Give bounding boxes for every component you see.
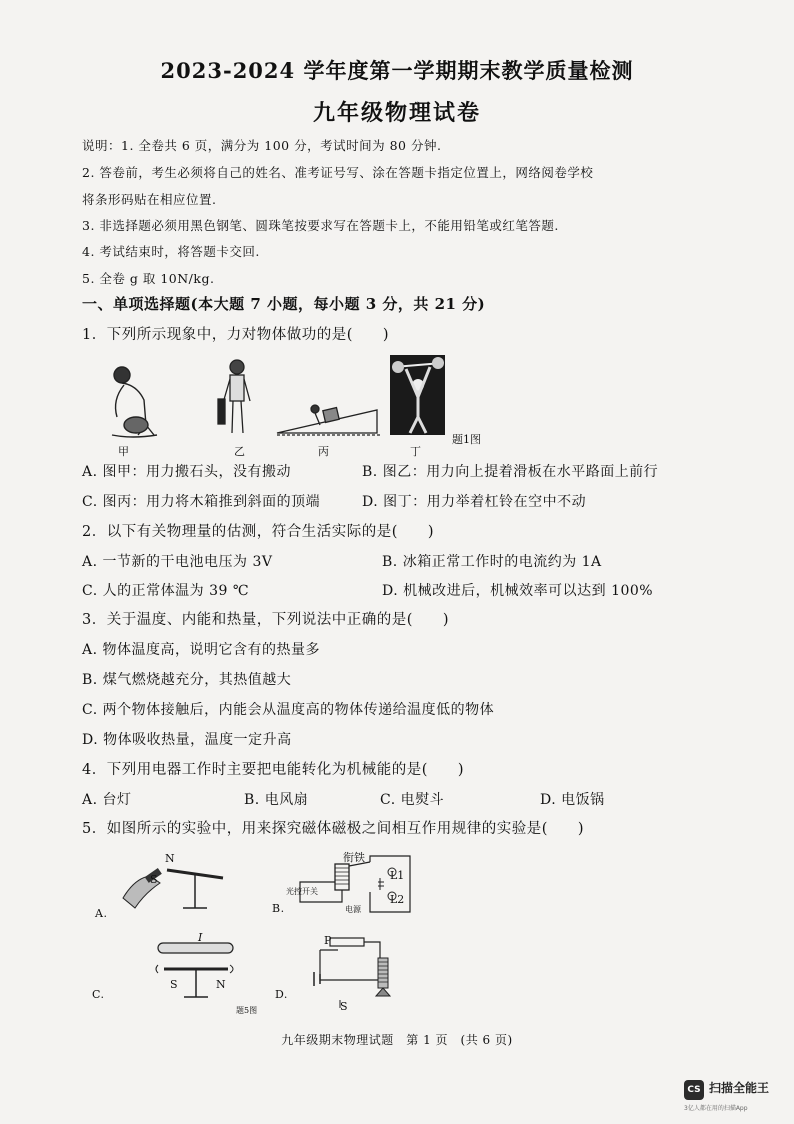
note-line: 4. 考试结束时，将答题卡交回. [82,244,260,259]
question-3-option-a: A. 物体温度高，说明它含有的热量多 [82,642,321,658]
figure-person-lifting-stone [112,367,157,437]
camscanner-tagline: 3亿人都在用的扫描App [684,1105,748,1112]
note-line: 将条形码贴在相应位置. [82,192,217,207]
figure-5c-oersted-experiment [150,935,240,1005]
note-line: 3. 非选择题必须用黑色钢笔、圆珠笔按要求写在答题卡上，不能用铅笔或红笔答题. [82,218,559,233]
label-l2: L2 [390,893,405,906]
question-1-figure [102,355,482,450]
question-2-option-c: C. 人的正常体温为 39 ℃ [82,583,249,599]
question-4-option-d: D. 电饭锅 [540,792,605,808]
figure-5a-magnet-and-needle [115,848,245,918]
question-4-option-a: A. 台灯 [82,792,132,808]
label-s-pole: S [150,873,158,886]
question-5-stem: 5．如图所示的实验中，用来探究磁体磁极之间相互作用规律的实验是( ) [82,821,585,837]
figure-box-on-ramp [277,405,382,435]
question-5-option-c: C. [92,988,105,1001]
question-4-option-c: C. 电熨斗 [380,792,445,808]
camscanner-name: 扫描全能王 [709,1081,770,1095]
question-3-option-c: C. 两个物体接触后，内能会从温度高的物体传递给温度低的物体 [82,702,495,718]
question-3-option-b: B. 煤气燃烧越充分，其热值越大 [82,672,292,688]
label-s-pole-d: S [340,1000,348,1013]
note-line: 说明：1. 全卷共 6 页，满分为 100 分，考试时间为 80 分钟. [82,138,442,153]
figure-label-yi: 乙 [234,445,245,458]
question-5-option-b: B. [272,902,285,915]
figure-5d-electromagnet-circuit [300,930,410,1010]
section-heading: 一、单项选择题(本大题 7 小题，每小题 3 分，共 21 分) [82,295,486,313]
question-2-option-d: D. 机械改进后，机械效率可以达到 100% [382,583,654,599]
label-armature: 衔铁 [343,851,365,864]
question-3-option-d: D. 物体吸收热量，温度一定升高 [82,732,292,748]
question-2-stem: 2．以下有关物理量的估测，符合生活实际的是( ) [82,524,435,540]
figure-caption: 题1图 [452,433,481,446]
figure-weightlifter [390,355,445,435]
label-l1: L1 [390,869,405,882]
question-4-stem: 4．下列用电器工作时主要把电能转化为机械能的是( ) [82,762,465,778]
label-n-pole-c: N [216,978,226,991]
exam-title: 2023-2024 学年度第一学期期末教学质量检测 [160,58,634,83]
label-light-switch: 光控开关 [286,887,318,896]
question-1-option-b: B. 图乙：用力向上提着滑板在水平路面上前行 [362,464,659,480]
figure-person-holding-skateboard [218,360,250,433]
note-line: 2. 答卷前，考生必须将自己的姓名、准考证号写、涂在答题卡指定位置上，网络阅卷学校 [82,165,594,180]
question-5-option-a: A. [95,907,108,920]
figure-label-ding: 丁 [410,445,421,458]
label-s-pole-c: S [170,978,178,991]
label-n-pole: N [165,852,175,865]
label-power: 电源 [345,905,361,914]
figure-caption-q5: 题5图 [236,1006,258,1015]
question-5-option-d: D. [275,988,288,1001]
figure-label-jia: 甲 [118,445,129,458]
question-4-option-b: B. 电风扇 [244,792,309,808]
figure-label-bing: 丙 [318,445,329,458]
page-footer: 九年级期末物理试题 第 1 页 (共 6 页) [281,1033,513,1047]
question-1-stem: 1．下列所示现象中，力对物体做功的是( ) [82,327,390,343]
question-1-option-d: D. 图丁：用力举着杠铃在空中不动 [362,494,587,510]
camscanner-logo-icon: CS [684,1080,704,1100]
label-p: P [324,934,332,947]
note-line: 5. 全卷 g 取 10N/kg. [82,271,215,286]
question-1-option-a: A. 图甲：用力搬石头，没有搬动 [82,464,292,480]
label-current: I [198,931,203,944]
question-2-option-a: A. 一节新的干电池电压为 3V [82,554,273,570]
exam-subtitle: 九年级物理试卷 [312,100,481,126]
question-2-option-b: B. 冰箱正常工作时的电流约为 1A [382,554,602,570]
question-1-option-c: C. 图丙：用力将木箱推到斜面的顶端 [82,494,321,510]
question-3-stem: 3．关于温度、内能和热量，下列说法中正确的是( ) [82,612,450,628]
